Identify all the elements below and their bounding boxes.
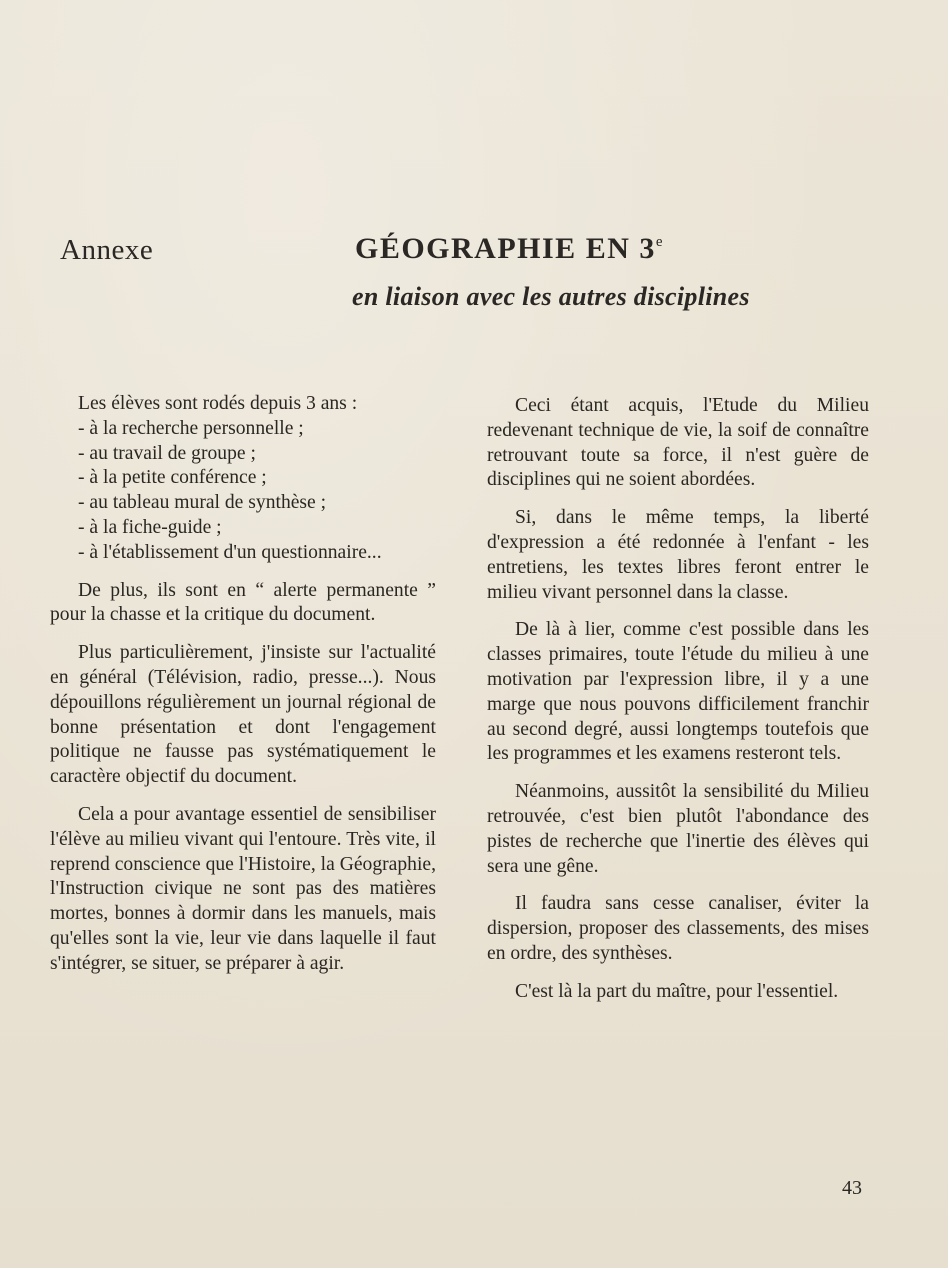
list-item: - à la petite conférence ; bbox=[78, 467, 267, 489]
title-superscript: e bbox=[655, 234, 665, 250]
paragraph: Plus particulièrement, j'insiste sur l'actualité en général (Télévision, radio, presse...). Nous dépouillons régulièrement un journal régional de bonne présentation et dont l'engagement politique ne fausse pas systématiquement le caractère objectif du document. bbox=[50, 642, 436, 788]
paragraph: Si, dans le même temps, la liberté d'expression a été redonnée à l'enfant - les entretiens, les textes libres feront entrer le milieu vivant personnel dans la classe. bbox=[487, 507, 869, 603]
list-item: - à la recherche personnelle ; bbox=[78, 417, 304, 439]
title-text: GÉOGRAPHIE EN 3 bbox=[355, 232, 656, 265]
skills-list bbox=[50, 417, 436, 566]
paragraph: Ceci étant acquis, l'Etude du Milieu redevenant technique de vie, la soif de connaître retrouvant toute sa force, il n'est guère de disciplines qui ne soient abordées. bbox=[487, 395, 869, 491]
page-subtitle: en liaison avec les autres disciplines bbox=[352, 282, 750, 311]
left-column bbox=[50, 392, 436, 990]
list-item: - à la fiche-guide ; bbox=[78, 516, 222, 538]
paragraph: Cela a pour avantage essentiel de sensibiliser l'élève au milieu vivant qui l'entoure. Très vite, il reprend conscience que l'Histoire, la Géographie, l'Instruction civique ne sont pas des matières mortes, bonnes à dormir dans les manuels, mais qu'elles sont la vie, leur vie dans laquelle il faut s'intégrer, se situer, se préparer à agir. bbox=[50, 803, 436, 974]
paragraph: Néanmoins, aussitôt la sensibilité du Milieu retrouvée, c'est bien plutôt l'abondance des pistes de recherche que l'inertie des élèves qui sera une gêne. bbox=[487, 781, 869, 877]
list-item: - à l'établissement d'un questionnaire... bbox=[78, 541, 382, 563]
list-item: - au tableau mural de synthèse ; bbox=[78, 492, 327, 514]
list-item: - au travail de groupe ; bbox=[78, 442, 256, 464]
paragraph: De là à lier, comme c'est possible dans les classes primaires, toute l'étude du milieu à une motivation par l'expression libre, il y a une marge que nous pouvons difficilement franchir au second degré, aussi longtemps toutefois que les programmes et les examens resteront tels. bbox=[487, 619, 869, 765]
paragraph: C'est là la part du maître, pour l'essentiel. bbox=[515, 980, 839, 1002]
intro-paragraph: Les élèves sont rodés depuis 3 ans : bbox=[78, 393, 358, 414]
page-number: 43 bbox=[842, 1177, 862, 1199]
annex-label: Annexe bbox=[60, 234, 154, 266]
paragraph: De plus, ils sont en “ alerte permanente ” pour la chasse et la critique du document. bbox=[50, 579, 436, 626]
right-column bbox=[487, 394, 869, 1018]
page-title bbox=[355, 232, 664, 266]
paragraph: Il faudra sans cesse canaliser, éviter la dispersion, proposer des classements, des mises en ordre, des synthèses. bbox=[487, 893, 869, 964]
